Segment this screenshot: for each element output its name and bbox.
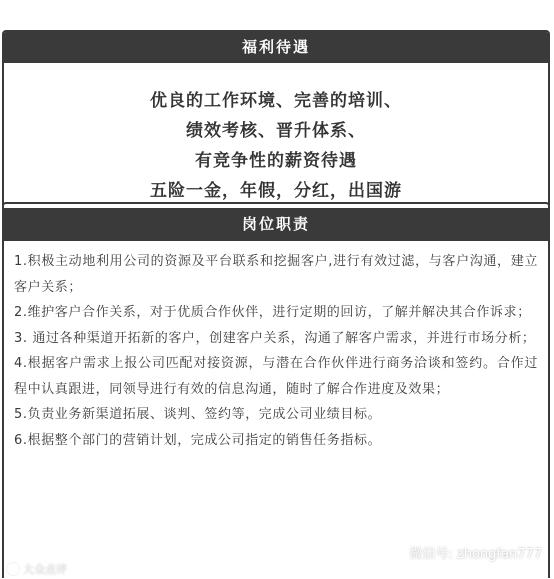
wechat-icon	[389, 546, 405, 560]
wechat-watermark-text: 微信号: zhongfan777	[409, 547, 542, 562]
logo-icon	[6, 562, 20, 576]
source-watermark-text: 大众点评	[23, 563, 67, 576]
benefit-line: 有竞争性的薪资待遇	[195, 151, 357, 171]
benefit-line: 绩效考核、晋升体系、	[186, 121, 366, 141]
duties-list	[4, 241, 548, 453]
benefits-title: 福利待遇	[4, 32, 548, 63]
duty-item: 3. 通过各种渠道开拓新的客户，创建客户关系，沟通了解客户需求，并进行市场分析；	[14, 330, 536, 346]
duties-title: 岗位职责	[4, 208, 548, 241]
benefit-line: 五险一金，年假，分红，出国游	[150, 181, 402, 201]
benefits-panel	[2, 30, 550, 208]
wechat-watermark	[389, 543, 542, 562]
duty-item: 1.积极主动地利用公司的资源及平台联系和挖掘客户,进行有效过滤，与客户沟通，建立客户关系；	[14, 254, 538, 295]
duties-panel	[2, 202, 550, 578]
duty-item: 5.负责业务新渠道拓展、谈判、签约等，完成公司业绩目标。	[14, 407, 382, 422]
benefits-list	[4, 63, 548, 206]
duty-item: 6.根据整个部门的营销计划，完成公司指定的销售任务指标。	[14, 432, 382, 448]
duty-item: 4.根据客户需求上报公司匹配对接资源，与潜在合作伙伴进行商务洽谈和签约。合作过程中认真跟进，同领导进行有效的信息沟通，随时了解合作进度及效果；	[14, 356, 538, 397]
benefit-line: 优良的工作环境、完善的培训、	[150, 91, 402, 111]
duty-item: 2.维护客户合作关系，对于优质合作伙伴，进行定期的回访，了解并解决其合作诉求；	[14, 305, 531, 320]
source-watermark	[6, 561, 67, 577]
